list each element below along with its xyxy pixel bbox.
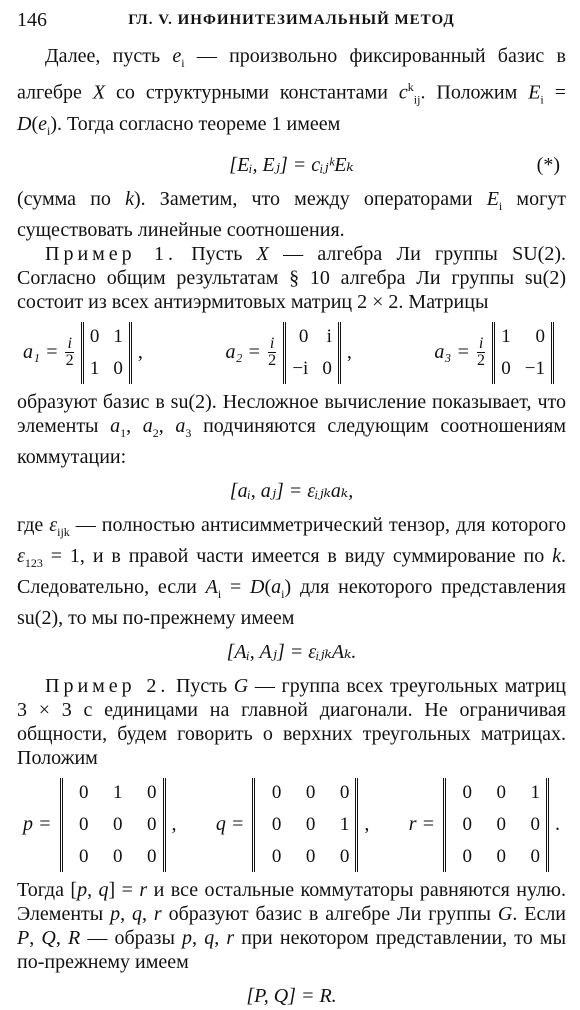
matrix-cell: 0 [298, 325, 309, 347]
matrix-cell: 0 [79, 845, 89, 867]
matrix-label: q = [215, 813, 245, 836]
matrix-cell: −i [292, 357, 309, 379]
coefficient: $\frac{i}{2}$ [65, 335, 74, 370]
paragraph-basis: Далее, пусть $e_i$ — произвольно фиксированный базис в алгебре X со структурными константами $c^k_{ij}$. Положим $E_i = D(e_i)$. Тогда согласно теореме 1 имеем [17, 45, 566, 138]
matrix-cell: 0 [89, 325, 100, 347]
matrix-label: a₂ = [225, 341, 261, 364]
matrix-cell: 0 [147, 845, 157, 867]
matrix-cell: 0 [79, 813, 89, 835]
matrix-body [492, 322, 554, 384]
matrix-p: p = 0 1 0 0 0 0 0 0 0 , [23, 778, 177, 872]
matrix-label: a₁ = [23, 341, 59, 364]
coefficient: $\frac{i}{2}$ [477, 335, 486, 370]
running-head [17, 0, 566, 44]
matrix-cell: 0 [305, 813, 316, 835]
matrix-cell: 0 [530, 845, 540, 867]
coefficient: $\frac{i}{2}$ [268, 335, 277, 370]
matrix-cell: 1 [113, 325, 123, 347]
matrix-cell: 0 [113, 357, 123, 379]
equation-star [17, 151, 566, 179]
matrix-a2: a₂ = $\frac{i}{2}$ 0 i −i 0 , [225, 322, 351, 384]
paragraph-commutation: образуют базис в su(2). Несложное вычисление показывает, что элементы $a_1$, $a_2$, $a_3$ подчиняются следующим соотношениям коммутации: [17, 390, 566, 468]
matrix-cell: 0 [535, 325, 545, 347]
matrix-cell: 0 [496, 845, 506, 867]
matrix-cell: 1 [89, 357, 100, 379]
matrix-cell: 0 [462, 845, 472, 867]
matrix-cell: 1 [501, 325, 511, 347]
matrix-r: r = 0 0 1 0 0 0 0 0 0 . [409, 778, 560, 872]
matrix-body [443, 778, 549, 872]
pauli-matrices [17, 322, 566, 384]
equation-commutation [17, 477, 566, 505]
matrix-body [283, 322, 341, 384]
matrix-cell: 1 [339, 813, 350, 835]
equation-formula: [Aᵢ, Aⱼ] = εᵢⱼₖAₖ. [226, 640, 357, 663]
matrix-label: p = [23, 813, 52, 836]
example-heading: Пример 2. [45, 674, 170, 697]
matrix-cell: 0 [462, 813, 472, 835]
matrix-cell: 0 [113, 845, 123, 867]
matrix-cell: 1 [113, 781, 123, 803]
equation-formula: [P, Q] = R. [246, 984, 337, 1007]
matrix-cell: 0 [339, 845, 350, 867]
equation-representation [17, 638, 566, 666]
matrix-cell: 0 [147, 781, 157, 803]
matrix-cell: 1 [530, 781, 540, 803]
matrix-body [252, 778, 358, 872]
matrix-cell: 0 [147, 813, 157, 835]
matrix-a1: a₁ = $\frac{i}{2}$ 0 1 1 0 , [23, 322, 143, 384]
triangular-matrices [17, 778, 566, 872]
matrix-cell: 0 [339, 781, 350, 803]
matrix-cell: 0 [305, 781, 316, 803]
paragraph-tensor: где $\varepsilon_{ijk}$ — полностью антисимметрический тензор, для которого $\varepsilon_{123} = 1$, и в правой части имеется в виду суммирование по k. Следовательно, если $A_i = D(a_i)$ для некоторого представления su(2), то мы по-прежнему имеем [17, 513, 566, 629]
matrix-cell: 0 [530, 813, 540, 835]
equation-final [17, 982, 566, 1010]
equation-formula: [aᵢ, aⱼ] = εᵢⱼₖaₖ, [229, 479, 354, 502]
page-number: 146 [17, 9, 47, 31]
matrix-cell: i [326, 325, 332, 347]
matrix-cell: 0 [322, 357, 332, 379]
paragraph-example-1: Пример 1. Пусть X — алгебра Ли группы SU(2). Согласно общим результатам § 10 алгебра Ли группы su(2) состоит из всех антиэрмитовых матриц 2 × 2. Матрицы [17, 242, 566, 313]
equation-tag: (*) [536, 153, 560, 176]
matrix-cell: 0 [79, 781, 89, 803]
matrix-cell: 0 [271, 845, 282, 867]
paragraph-sum-note: (сумма по k). Заметим, что между операторами $E_i$ могут существовать линейные соотношения. [17, 187, 567, 241]
matrix-cell: 0 [113, 813, 123, 835]
matrix-cell: 0 [462, 781, 472, 803]
matrix-cell: 0 [271, 781, 282, 803]
matrix-a3 [434, 322, 560, 384]
matrix-cell: 0 [496, 781, 506, 803]
matrix-cell: 0 [496, 813, 506, 835]
matrix-cell: 0 [305, 845, 316, 867]
running-title: ГЛ. V. ИНФИНИТЕЗИМАЛЬНЫЙ МЕТОД [128, 12, 455, 28]
matrix-body [81, 322, 132, 384]
paragraph-example-2: Пример 2. Пусть G — группа всех треугольных матриц 3 × 3 с единицами на главной диагонали. Не ограничивая общности, будем говорить о верхних треугольных матрицах. Положим [17, 674, 566, 769]
matrix-cell: 0 [271, 813, 282, 835]
equation-formula: [Eᵢ, Eⱼ] = cᵢⱼᵏEₖ [229, 153, 354, 176]
matrix-body [60, 778, 166, 872]
matrix-label: a₃ = [434, 341, 470, 364]
matrix-cell: 0 [501, 357, 511, 379]
matrix-label: r = [408, 813, 435, 836]
paragraph-commutators: Тогда [p, q] = r и все остальные коммутаторы равняются нулю. Элементы p, q, r образуют базис в алгебре Ли группы G. Если P, Q, R — образы p, q, r при некотором представлении, то мы по-прежнему имеем [17, 878, 567, 973]
matrix-q: q = 0 0 0 0 0 1 0 0 0 , [216, 778, 370, 872]
example-heading: Пример 1. [45, 242, 177, 265]
matrix-cell: −1 [524, 357, 545, 379]
